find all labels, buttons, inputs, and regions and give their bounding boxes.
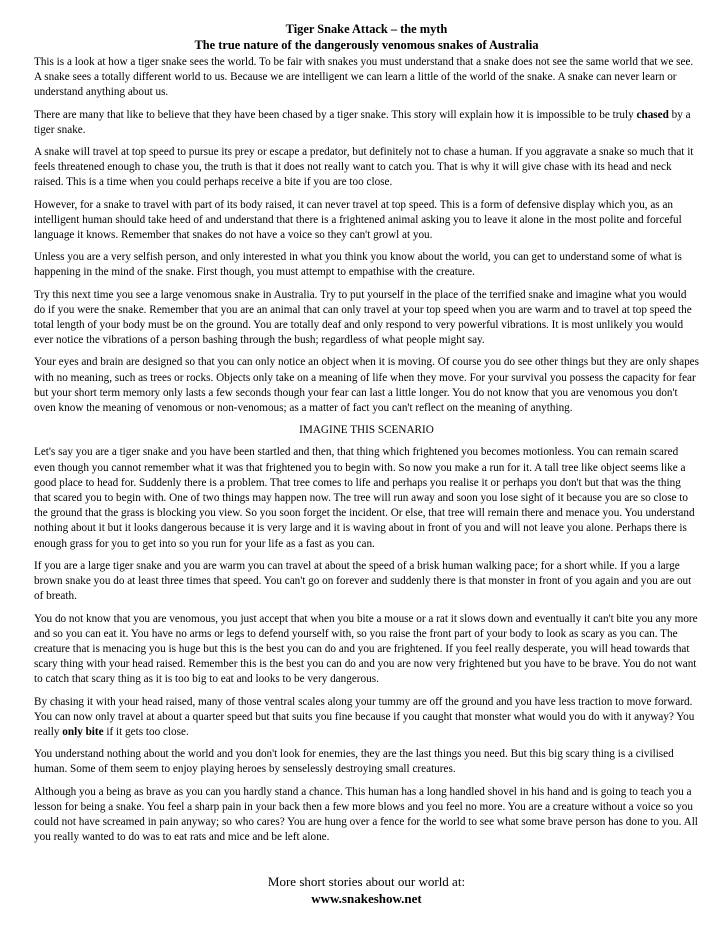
paragraph-chased (34, 108, 699, 138)
paragraph-try-this: Try this next time you see a large venomous snake in Australia. Try to put yourself in the place of the terrified snake and imagine what you would do if you were the snake. Remember that you are an animal that can only travel at your top speed when you are warm and to travel at top speed the total length of your body must be on the ground. You are totally deaf and only respond to very powerful vibrations. It is most unlikely you would ever notice the vibrations of a person bashing through the bush; regardless of what people might say. (34, 288, 692, 347)
paragraph-defensive-display: However, for a snake to travel with part of its body raised, it can never travel at top speed. This is a form of defensive display which you, as an intelligent human should take heed of and understand that there is a frightened animal asking you to leave it alone in the most polite and forceful language it knows. Remember that snakes do not have a voice so they can't growl at you. (34, 198, 682, 242)
paragraph-empathise: Unless you are a very selfish person, and only interested in what you think you know about the world, you can get to understand some of what is happening in the mind of the snake. First though, you must attempt to empathise with the creature. (34, 251, 682, 279)
paragraph-civilised-human: You understand nothing about the world and you don't look for enemies, they are the last things you need. But this big scary thing is a civilised human. Some of them seem to enjoy playing heroes by senselessly destroying small creatures. (34, 748, 674, 776)
paragraph-shovel: Although you a being as brave as you can you hardly stand a chance. This human has a long handled shovel in his hand and is going to teach you a lesson for being a snake. You feel a sharp pain in your back then a few more blows and you feel no more. You are a creature without a voice so you could not have screamed in pain anyway; so who cares? You are hung over a fence for the world to see what some brave person has done to you. All you really wanted to do was to eat rats and mice and be left alone. (34, 785, 698, 844)
document-page (34, 21, 699, 906)
paragraph-text: By chasing it with your head raised, many of those ventral scales along your tummy are off the ground and you have less traction to move forward. You can now only travel at about a quarter speed but that suits you fine because if you caught that monster what would you do with it anyway? You really (34, 695, 695, 738)
paragraph-intro: This is a look at how a tiger snake sees the world. To be fair with snakes you must understand that a snake does not see the same world that we see. A snake sees a totally different world to us. Because we are intelligent we can learn a little of the world of the snake. A snake can never learn or understand anything about us. (34, 56, 694, 99)
paragraph-eyes-and-brain: Your eyes and brain are designed so that you can only notice an object when it is moving. Of course you do see other things but they are only shapes with no meaning, such as trees or rocks. Objects only take on a meaning of life when they move. For your survival you possess the capacity for fear but your short term memory only lasts a few seconds though your fear can last a little longer. You do not know that you are venomous you don't oven know the meaning of venomous or non-venomous; as a matter of fact you can't reflect on the meaning of anything. (34, 356, 699, 415)
paragraph-text: There are many that like to believe that they have been chased by a tiger snake. This story will explain how it is impossible to be truly (34, 108, 637, 121)
paragraph-venomous: You do not know that you are venomous, you just accept that when you bite a mouse or a rat it slows down and eventually it can't bite you any more and so you can eat it. You have no arms or legs to defend yourself with, so you raise the front part of your body to look as scary as you can. The creature that is menacing you is huge but this is the best you can do and you are frightened. If you feel really desperate, you will head towards that scary thing with your head raised. Remember this is the best you can do and you are now very frightened but you have to be brave. You do not want to catch that scary thing as it is too big to eat and looks to be very dangerous. (34, 612, 698, 686)
section-heading: IMAGINE THIS SCENARIO (299, 424, 434, 437)
bold-word-chased: chased (636, 108, 669, 121)
footer-line: More short stories about our world at: (267, 874, 466, 889)
footer-url: www.snakeshow.net (311, 891, 422, 906)
paragraph-chasing (34, 695, 699, 741)
paragraph-scenario: Let's say you are a tiger snake and you have been startled and then, that thing which frightened you becomes motionless. You can remain scared even though you cannot remember what it was that frightened you to begin with. So now you make a run for it. A tall tree like object seems like a good place to head for. Suddenly there is a problem. That tree comes to life and perhaps you realise it or perhaps you don't but that was the thing that scared you to begin with. One of two things may happen now. The tree will run away and soon you lose sight of it because you are so close to the ground that the grass is blocking you view. So you soon forget the incident. Or else, that tree will remain there and menace you. You understand nothing about it but it looks dangerous because it is very large and it is waving about in front of you and will not leave you alone. Perhaps there is enough grass for you to get into so you run for your life as a fast as you can. (34, 446, 695, 550)
footer (34, 873, 699, 907)
paragraph-text: if it gets too close. (103, 725, 189, 738)
paragraph-text: by a tiger snake. (34, 108, 691, 136)
bold-phrase-only-bite: only bite (62, 725, 104, 738)
document-title: Tiger Snake Attack – the myth (285, 22, 448, 36)
paragraph-top-speed: A snake will travel at top speed to pursue its prey or escape a predator, but definitely not to chase a human. If you aggravate a snake so much that it feels threatened enough to chase you, the truth is that it does not really want to catch you. That is why it will give chase with its head and neck raised. This is a time when you could perhaps receive a bite if you are too close. (34, 146, 694, 189)
paragraph-speed: If you are a large tiger snake and you are warm you can travel at about the speed of a brisk human walking pace; for a short while. If you a large brown snake you do at least three times that speed. You can't go on forever and suddenly there is that monster in front of you again and you are out of breath. (34, 559, 692, 603)
document-subtitle: The true nature of the dangerously venomous snakes of Australia (194, 38, 539, 52)
